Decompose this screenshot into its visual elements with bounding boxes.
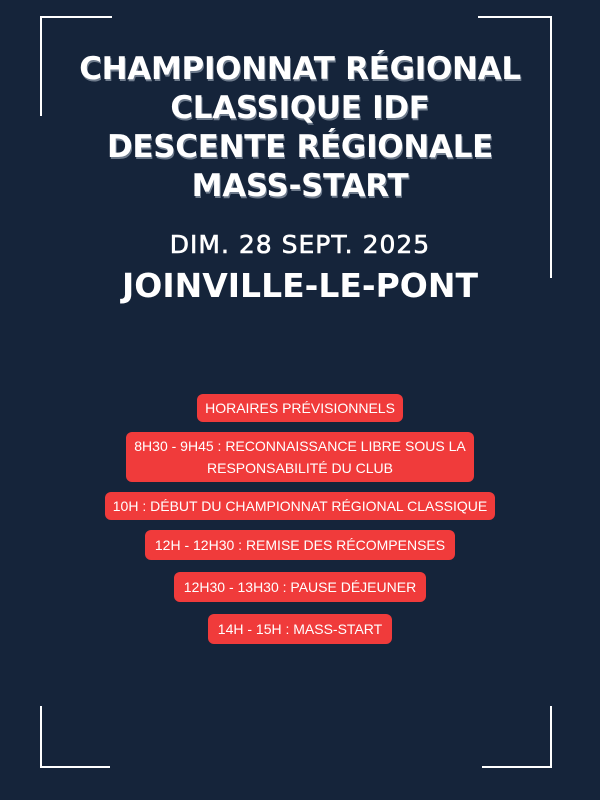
event-city: JOINVILLE-LE-PONT [122,266,478,305]
schedule-item-championnat: 10H : DÉBUT DU CHAMPIONNAT RÉGIONAL CLASSIQUE [105,492,495,520]
frame-corner-bottom-right-vertical [550,706,552,768]
title-line-2: CLASSIQUE IDF [170,90,430,126]
event-date: DIM. 28 SEPT. 2025 [169,230,431,259]
schedule-item-mass-start: 14H - 15H : MASS-START [208,614,392,644]
schedule-item-line: RESPONSABILITÉ DU CLUB [207,460,393,476]
schedule-item-pause: 12H30 - 13H30 : PAUSE DÉJEUNER [174,572,426,602]
event-title [0,50,600,206]
schedule-item-recompenses: 12H - 12H30 : REMISE DES RÉCOMPENSES [145,530,455,560]
title-line-1: CHAMPIONNAT RÉGIONAL [79,51,521,87]
frame-corner-top-right-horizontal [478,16,552,18]
frame-corner-top-left-horizontal [40,16,112,18]
frame-corner-bottom-left-horizontal [40,766,110,768]
title-line-4: MASS-START [191,168,409,204]
schedule [0,394,600,644]
frame-corner-bottom-right-horizontal [482,766,552,768]
schedule-item-reconnaissance [126,432,473,482]
schedule-heading: HORAIRES PRÉVISIONNELS [197,394,403,422]
schedule-item-line: 8H30 - 9H45 : RECONNAISSANCE LIBRE SOUS LA [134,438,466,454]
title-line-3: DESCENTE RÉGIONALE [106,129,494,165]
frame-corner-bottom-left-vertical [40,706,42,768]
